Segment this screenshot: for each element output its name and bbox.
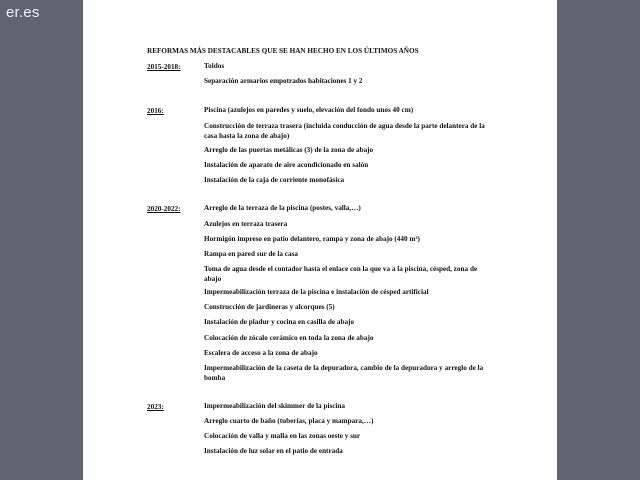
list-item: Instalación de aparato de aire acondicionado en salón (204, 161, 369, 169)
list-item: Construcción de terraza trasera (incluida conducción de agua desde la parte delantera de la casa hasta la zona de abajo) (204, 122, 485, 140)
section-period: 2023: (147, 403, 164, 411)
section-period: 2020-2022: (147, 205, 181, 213)
list-item: Impermeabilización del skimmer de la piscina (204, 402, 346, 410)
list-item: Colocación de valla y malla en las zonas oeste y sur (204, 432, 361, 440)
list-item: Instalación de luz solar en el patio de entrada (204, 447, 343, 455)
section-period: 2015-2018: (147, 63, 181, 71)
list-item: Impermeabilización terraza de la piscina e instalación de césped artificial (204, 288, 429, 296)
list-item: Instalación de la caja de corriente monofásica (204, 176, 345, 184)
list-item: Arreglo de las puertas metálicas (3) de la zona de abajo (204, 146, 374, 154)
list-item: Rampa en pared sur de la casa (204, 250, 298, 258)
list-item: Instalación de pladur y cocina en casilla de abajo (204, 318, 355, 326)
list-item: Toma de agua desde el contador hasta el enlace con la que va a la piscina, césped, zona de abajo (204, 265, 478, 283)
list-item: Piscina (azulejos en paredes y suelo, elevación del fondo unos 40 cm) (204, 106, 414, 114)
document-title: REFORMAS MÁS DESTACABLES QUE SE HAN HECHO EN LOS ÚLTIMOS AÑOS (147, 47, 419, 55)
list-item: Construcción de jardineras y alcorques (5) (204, 303, 335, 311)
watermark-text: er.es (6, 4, 40, 21)
list-item: Escalera de acceso a la zona de abajo (204, 349, 318, 357)
list-item: Arreglo de la terraza de la piscina (postes, valla,…) (204, 204, 361, 212)
list-item: Hormigón impreso en patio delantero, rampa y zona de abajo (440 m²) (204, 235, 420, 243)
list-item: Arreglo cuarto de baño (tuberías, placa y mampara,…) (204, 417, 374, 425)
list-item: Impermeabilización de la caseta de la depuradora, cambio de la depuradora y arreglo de la bomba (204, 364, 484, 382)
right-margin-panel (557, 0, 640, 480)
list-item: Colocación de zócalo cerámico en toda la zona de abajo (204, 334, 374, 342)
list-item: Azulejos en terraza trasera (204, 220, 288, 228)
document-page (83, 0, 557, 480)
section-period: 2016: (147, 107, 164, 115)
left-margin-panel (0, 0, 83, 480)
list-item: Toldos (204, 62, 225, 70)
list-item: Separación armarios empotrados habitaciones 1 y 2 (204, 77, 363, 85)
